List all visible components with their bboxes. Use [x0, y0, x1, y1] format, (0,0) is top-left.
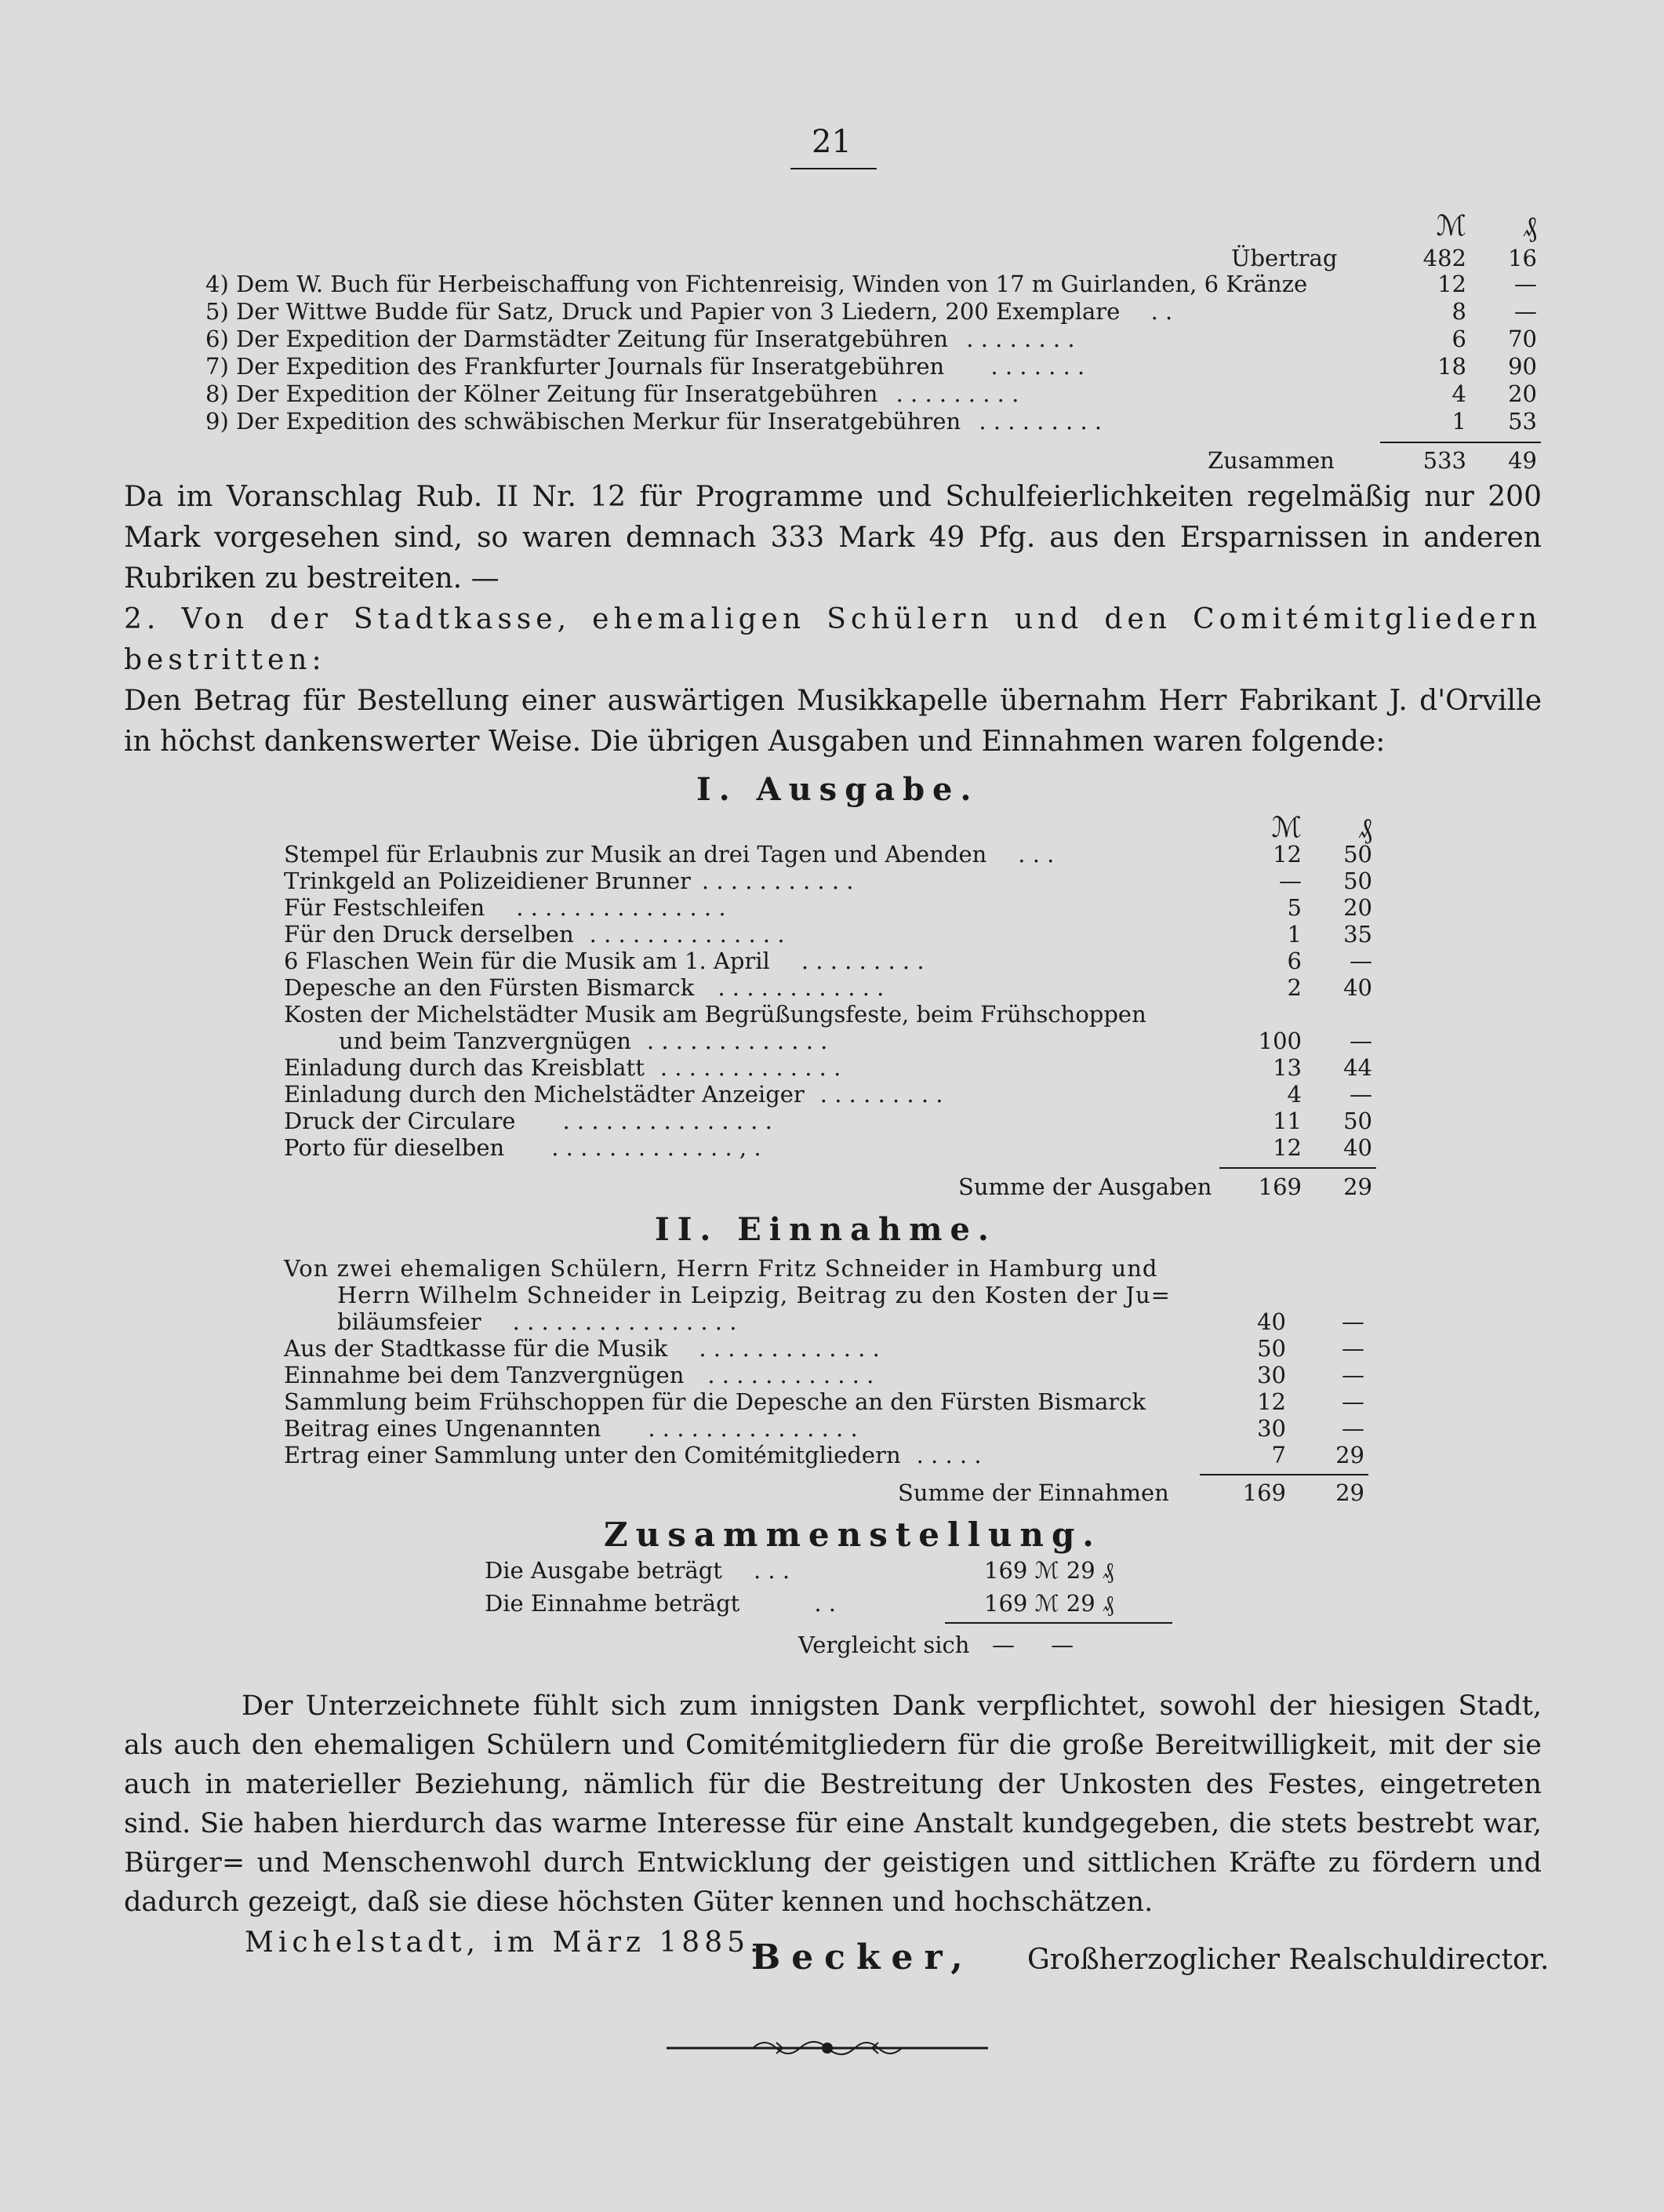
list-item	[284, 1388, 1146, 1415]
page-number: 21	[812, 124, 852, 160]
compare-value: — —	[992, 1632, 1074, 1658]
item-text: Einladung durch den Michelstädter Anzeiger	[284, 1081, 805, 1108]
leader-dots: . .	[814, 1590, 836, 1617]
item-pf: —	[1342, 1415, 1364, 1442]
summary-heading: Zusammenstellung.	[604, 1515, 1102, 1554]
summary-label: Die Einnahme beträgt	[485, 1590, 740, 1617]
item-mark: 12	[1273, 1134, 1302, 1161]
total-label: Zusammen	[1208, 447, 1335, 474]
item-mark: 6	[1287, 948, 1302, 974]
item-pf: 35	[1343, 921, 1372, 948]
ausgabe-mark-header: ℳ	[1271, 812, 1302, 844]
list-item	[284, 1415, 858, 1442]
list-item-text: Herrn Wilhelm Schneider in Leipzig, Beitrag zu den Kosten der Ju=	[337, 1282, 1171, 1308]
item-number: 7)	[205, 353, 229, 380]
item-text: Druck der Circulare	[284, 1108, 516, 1134]
item-mark: 12	[1437, 271, 1466, 297]
item-pf: —	[1514, 298, 1537, 325]
item-mark: 30	[1257, 1362, 1286, 1388]
total-rule	[1200, 1474, 1368, 1475]
item-mark: 6	[1451, 326, 1466, 352]
item-mark: —	[1279, 868, 1302, 894]
list-item	[284, 1134, 761, 1161]
leader-dots: . . . . . . . . . . .	[701, 868, 854, 894]
list-item	[205, 380, 1019, 407]
item-text: Dem W. Buch für Herbeischaffung von Fichtenreisig, Winden von 17 m Guirlanden, 6 Kränze	[235, 271, 1308, 297]
leader-dots: . . . . . . . . .	[896, 380, 1019, 407]
carryover-mark: 482	[1422, 245, 1466, 271]
item-number: 9)	[205, 408, 229, 435]
leader-dots: . . . . . . . . . . . . . . .	[562, 1108, 772, 1134]
leader-dots: . . .	[1018, 841, 1055, 868]
leader-dots: . . . . . . . . . . . . . .	[589, 921, 785, 948]
item-text: Für den Druck derselben	[284, 921, 574, 948]
item-number: 6)	[205, 326, 229, 352]
total-rule	[1380, 442, 1541, 443]
item-mark: 1	[1287, 921, 1302, 948]
leader-dots: . .	[1150, 298, 1173, 325]
summary-value: 169 ℳ 29 ₰	[984, 1590, 1114, 1617]
item-text: Trinkgeld an Polizeidiener Brunner	[284, 868, 691, 894]
carryover-pf: 16	[1508, 245, 1537, 271]
section-heading-2: 2. Von der Stadtkasse, ehemaligen Schülern und den Comitémitgliedern bestritten:	[124, 603, 1542, 676]
item-pf: 50	[1343, 868, 1372, 894]
item-pf: 40	[1343, 1134, 1372, 1161]
list-item-text: Von zwei ehemaligen Schülern, Herrn Fritz Schneider in Hamburg und	[284, 1255, 1158, 1282]
item-text: Einladung durch das Kreisblatt	[284, 1054, 645, 1081]
total-label: Summe der Einnahmen	[898, 1479, 1169, 1506]
item-text: Der Expedition der Darmstädter Zeitung für Inseratgebühren	[235, 326, 949, 352]
item-mark: 1	[1451, 408, 1466, 435]
item-text: Der Expedition der Kölner Zeitung für Inseratgebühren	[235, 380, 878, 407]
item-mark: 2	[1287, 974, 1302, 1001]
total-mark: 169	[1242, 1479, 1286, 1506]
item-mark: 50	[1257, 1335, 1286, 1362]
paragraph-music-band: Den Betrag für Bestellung einer auswärtigen Musikkapelle übernahm Herr Fabrikant J. d'Orville in höchst dankenswerter Weise. Die übrigen Ausgaben und Einnahmen waren folgende:	[124, 685, 1542, 758]
total-rule	[1219, 1167, 1376, 1169]
item-mark: 7	[1271, 1442, 1286, 1468]
total-mark: 533	[1422, 447, 1466, 474]
item-number: 5)	[205, 298, 229, 325]
item-pf: —	[1342, 1362, 1364, 1388]
item-mark: 4	[1287, 1081, 1302, 1108]
leader-dots: . . . . .	[916, 1442, 982, 1468]
item-text: Porto für dieselben	[284, 1134, 505, 1161]
list-item	[205, 408, 1102, 435]
leader-dots: . . .	[753, 1557, 790, 1584]
pfennig-column-header: ₰	[1523, 211, 1537, 243]
ornament-divider-icon	[667, 2036, 988, 2060]
list-item	[284, 894, 726, 921]
item-pf: 29	[1335, 1442, 1364, 1468]
leader-dots: . . . . . . .	[990, 353, 1085, 380]
leader-dots: . . . . . . . . . . . .	[718, 974, 885, 1001]
ausgabe-heading: I. Ausgabe.	[696, 771, 979, 808]
total-pf: 29	[1343, 1173, 1372, 1200]
item-pf: 44	[1343, 1054, 1372, 1081]
item-pf: 20	[1508, 380, 1537, 407]
leader-dots: . . . . . . . . .	[819, 1081, 943, 1108]
list-item	[284, 921, 785, 948]
list-item	[337, 1308, 736, 1335]
page-number-underline	[790, 168, 877, 169]
summary-rule	[945, 1622, 1172, 1624]
summary-label: Die Ausgabe beträgt	[485, 1557, 722, 1584]
item-number: 4)	[205, 271, 229, 297]
item-text: biläumsfeier	[337, 1308, 481, 1335]
item-mark: 8	[1451, 298, 1466, 325]
item-mark: 40	[1257, 1308, 1286, 1335]
item-pf: 70	[1508, 326, 1537, 352]
item-mark: 12	[1257, 1388, 1286, 1415]
leader-dots: . . . . . . . . . . . . . , .	[551, 1134, 761, 1161]
mark-column-header: ℳ	[1436, 210, 1466, 242]
leader-dots: . . . . . . . . .	[801, 948, 925, 974]
item-text: Der Expedition des schwäbischen Merkur für Inseratgebühren	[235, 408, 961, 435]
item-pf: —	[1342, 1335, 1364, 1362]
list-item	[205, 326, 1075, 352]
list-item	[284, 841, 1054, 868]
item-mark: 5	[1287, 894, 1302, 921]
list-item	[339, 1028, 827, 1054]
item-text: Kosten der Michelstädter Musik am Begrüßungsfeste, beim Frühschoppen	[284, 1001, 1146, 1028]
item-text: 6 Flaschen Wein für die Musik am 1. April	[284, 948, 770, 974]
total-label: Summe der Ausgaben	[958, 1173, 1212, 1200]
item-text: Ertrag einer Sammlung unter den Comitémitgliedern	[284, 1442, 901, 1468]
item-mark: 4	[1451, 380, 1466, 407]
list-item	[284, 1054, 841, 1081]
item-text: Beitrag eines Ungenannten	[284, 1415, 601, 1442]
total-mark: 169	[1258, 1173, 1302, 1200]
carryover-label: Übertrag	[1231, 245, 1338, 271]
list-item	[205, 271, 1307, 297]
item-text: Depesche an den Fürsten Bismarck	[284, 974, 695, 1001]
summary-row	[485, 1590, 836, 1617]
closing-paragraph: Der Unterzeichnete fühlt sich zum innigsten Dank verpflichtet, sowohl der hiesigen Stadt, als auch den ehemaligen Schülern und Comitémitgliedern für die große Bereitwilligkeit, mit der sie auch in materieller Beziehung, nämlich für die Bestreitung der Unkosten des Festes, eingetreten sind. Sie haben hierdurch das warme Interesse für eine Anstalt kundgegeben, die stets bestrebt war, Bürger= und Menschenwohl durch Entwicklung der geistigen und sittlichen Kräfte zu fördern und dadurch gezeigt, daß sie diese höchsten Güter kennen und hochschätzen.	[124, 1690, 1542, 1918]
item-text: Für Festschleifen	[284, 894, 485, 921]
total-pf: 29	[1335, 1479, 1364, 1506]
leader-dots: . . . . . . . . . . . . .	[659, 1054, 841, 1081]
leader-dots: . . . . . . . . . . . . . . .	[648, 1415, 858, 1442]
item-pf: —	[1350, 948, 1372, 974]
list-item	[205, 353, 1085, 380]
item-text: Der Wittwe Budde für Satz, Druck und Papier von 3 Liedern, 200 Exemplare	[235, 298, 1121, 325]
leader-dots: . . . . . . . . . . . .	[707, 1362, 874, 1388]
summary-value: 169 ℳ 29 ₰	[984, 1557, 1114, 1584]
ausgabe-pf-header: ₰	[1358, 813, 1372, 845]
list-item	[284, 1362, 874, 1388]
item-pf: 90	[1508, 353, 1537, 380]
leader-dots: . . . . . . . . . . . . .	[646, 1028, 828, 1054]
item-mark: 12	[1273, 841, 1302, 868]
item-text: Aus der Stadtkasse für die Musik	[284, 1335, 668, 1362]
list-item	[284, 974, 884, 1001]
summary-row	[485, 1557, 790, 1584]
item-text: Der Expedition des Frankfurter Journals für Inseratgebühren	[235, 353, 945, 380]
item-text: Einnahme bei dem Tanzvergnügen	[284, 1362, 685, 1388]
item-mark: 100	[1258, 1028, 1302, 1054]
item-pf: 40	[1343, 974, 1372, 1001]
item-text: und beim Tanzvergnügen	[339, 1028, 631, 1054]
leader-dots: . . . . . . . .	[966, 326, 1075, 352]
leader-dots: . . . . . . . . .	[979, 408, 1103, 435]
total-pf: 49	[1508, 447, 1537, 474]
list-item	[284, 868, 854, 894]
paragraph-budget-note: Da im Voranschlag Rub. II Nr. 12 für Programme und Schulfeierlichkeiten regelmäßig nur 200 Mark vorgesehen sind, so waren demnach 333 Mark 49 Pfg. aus den Ersparnissen in anderen Rubriken zu bestreiten. —	[124, 481, 1542, 595]
item-pf: 53	[1508, 408, 1537, 435]
item-text: Stempel für Erlaubnis zur Musik an drei Tagen und Abenden	[284, 841, 987, 868]
list-item	[284, 1081, 943, 1108]
leader-dots: . . . . . . . . . . . . .	[699, 1335, 880, 1362]
item-pf: —	[1342, 1308, 1364, 1335]
leader-dots: . . . . . . . . . . . . . . .	[516, 894, 726, 921]
item-text: Sammlung beim Frühschoppen für die Depesche an den Fürsten Bismarck	[284, 1388, 1146, 1415]
item-mark: 30	[1257, 1415, 1286, 1442]
item-pf: —	[1350, 1028, 1372, 1054]
item-pf: —	[1342, 1388, 1364, 1415]
list-item	[284, 1335, 880, 1362]
place-date: Michelstadt, im März 1885.	[245, 1926, 764, 1959]
item-pf: 50	[1343, 841, 1372, 868]
item-mark: 11	[1273, 1108, 1302, 1134]
list-item	[284, 948, 925, 974]
item-mark: 18	[1437, 353, 1466, 380]
leader-dots: . . . . . . . . . . . . . . . .	[512, 1308, 737, 1335]
compare-label: Vergleicht sich	[798, 1632, 970, 1658]
item-number: 8)	[205, 380, 229, 407]
item-pf: 50	[1343, 1108, 1372, 1134]
signature-title: Großherzoglicher Realschuldirector.	[1027, 1944, 1550, 1976]
item-pf: —	[1514, 271, 1537, 297]
list-item	[205, 298, 1172, 325]
signature-name: Becker,	[751, 1937, 974, 1977]
list-item	[284, 1001, 1146, 1028]
item-mark: 13	[1273, 1054, 1302, 1081]
item-pf: 20	[1343, 894, 1372, 921]
item-pf: —	[1350, 1081, 1372, 1108]
einnahme-heading: II. Einnahme.	[655, 1211, 997, 1248]
list-item	[284, 1442, 982, 1468]
list-item	[284, 1108, 772, 1134]
